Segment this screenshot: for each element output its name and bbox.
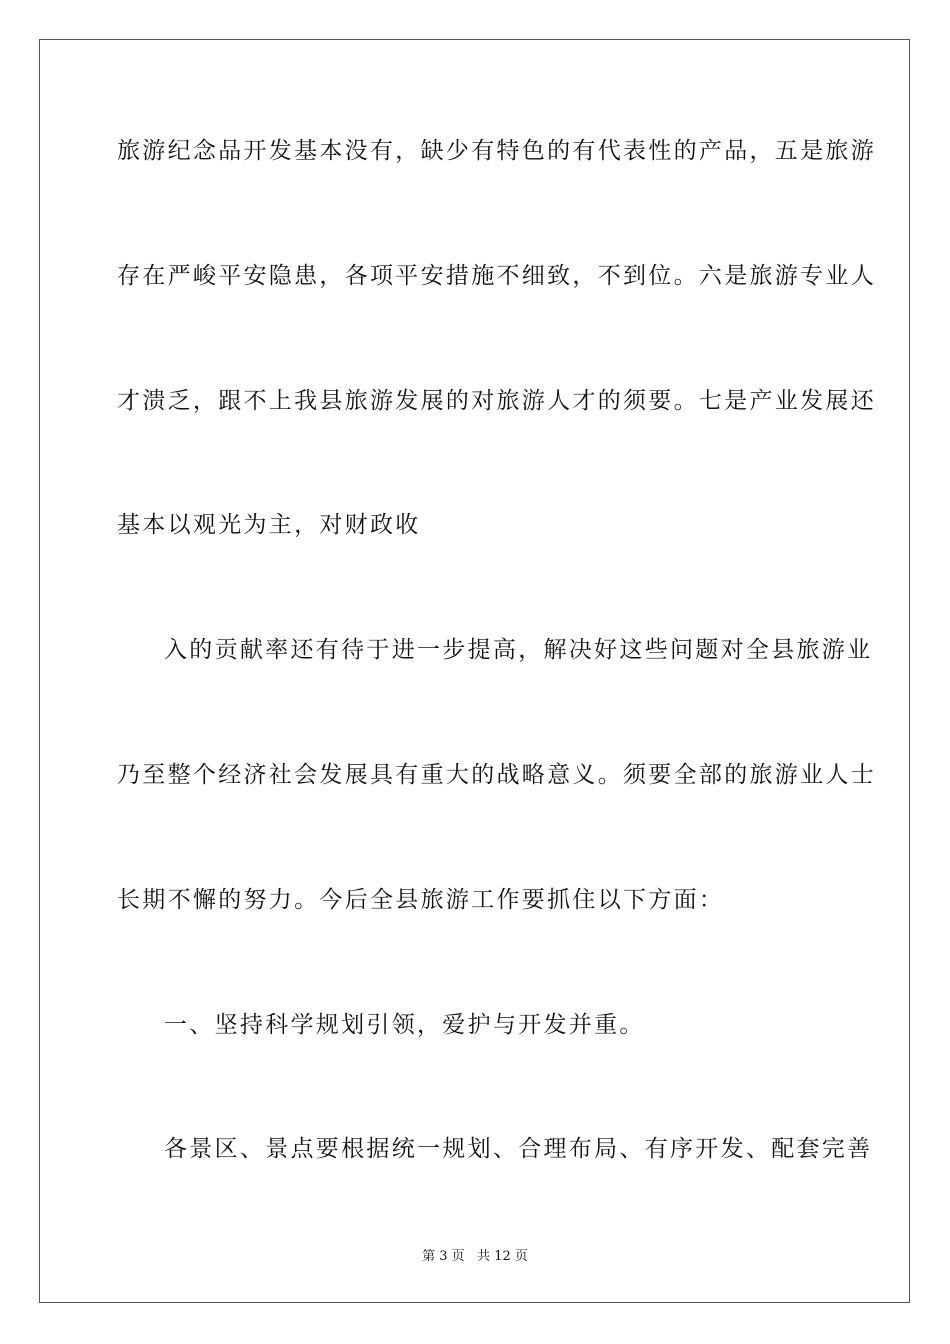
body-text-line-9: 各景区、景点要根据统一规划、合理布局、有序开发、配套完善 xyxy=(164,1136,873,1162)
body-text-line-3: 才溃乏，跟不上我县旅游发展的对旅游人才的须要。七是产业发展还 xyxy=(117,388,876,414)
body-text-line-7: 长期不懈的努力。今后全县旅游工作要抓住以下方面： xyxy=(117,887,725,913)
body-text-line-1: 旅游纪念品开发基本没有，缺少有特色的有代表性的产品，五是旅游 xyxy=(117,138,876,164)
page-border xyxy=(39,39,910,1303)
body-text-line-2: 存在严峻平安隐患，各项平安措施不细致，不到位。六是旅游专业人 xyxy=(117,263,876,289)
page-number-footer: 第 3 页 共 12 页 xyxy=(422,1249,528,1264)
body-text-line-6: 乃至整个经济社会发展具有重大的战略意义。须要全部的旅游业人士 xyxy=(117,762,876,788)
section-heading: 一、坚持科学规划引领，爱护与开发并重。 xyxy=(164,1012,645,1038)
body-text-line-5: 入的贡献率还有待于进一步提高，解决好这些问题对全县旅游业 xyxy=(164,637,873,663)
body-text-line-4: 基本以观光为主，对财政收 xyxy=(117,512,421,538)
